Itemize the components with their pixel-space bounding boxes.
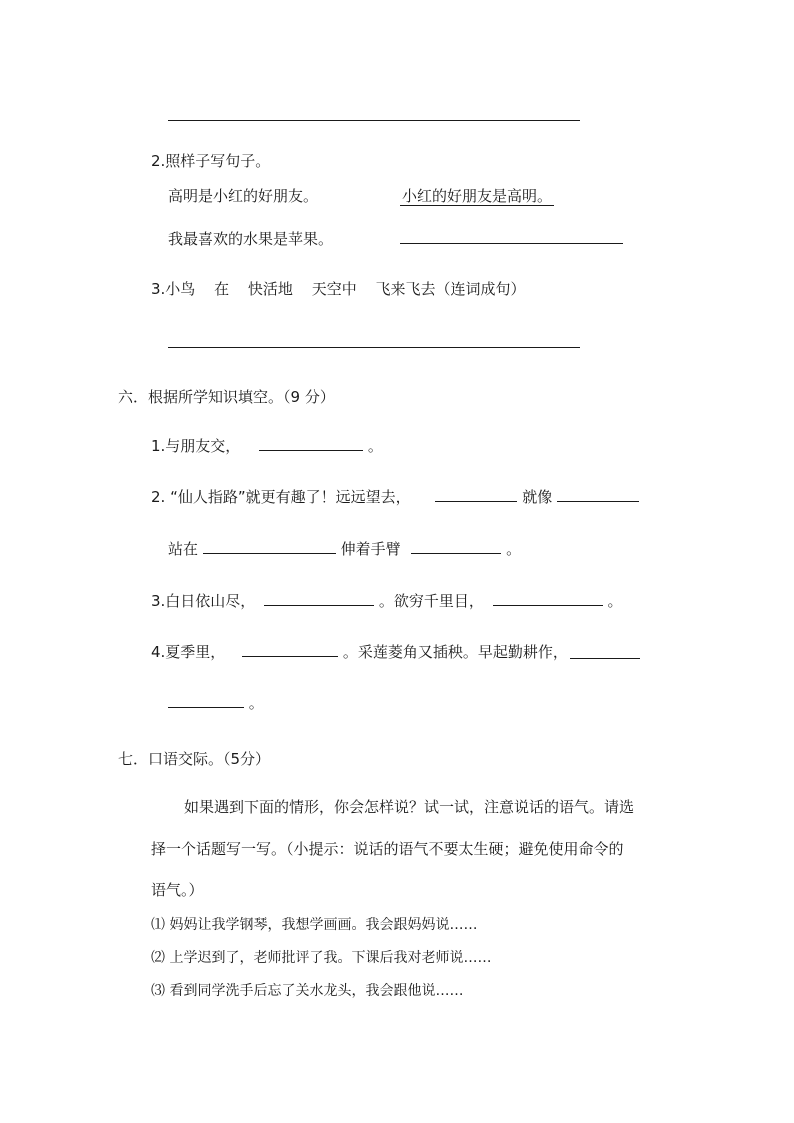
s6-item1 xyxy=(151,435,383,456)
s6-item3 xyxy=(151,590,622,611)
s6-item1-suffix: 。 xyxy=(367,437,383,455)
s6-item4-end: 。 xyxy=(248,694,264,712)
s6-item2-blank1[interactable] xyxy=(435,486,517,502)
s6-item3-mid: 。欲穷千里目， xyxy=(378,592,484,610)
s6-item3-prefix: 3.白日依山尽， xyxy=(151,592,256,610)
s7-option: ⑵ 上学迟到了，老师批评了我。下课后我对老师说…… xyxy=(151,950,492,966)
s6-item2-blank4[interactable] xyxy=(411,538,501,554)
q2-answer-line[interactable] xyxy=(400,243,623,244)
s6-item4-blank2[interactable] xyxy=(570,658,640,659)
q3-word: 在 xyxy=(214,280,230,298)
s6-item2-line2-mid: 伸着手臂 xyxy=(340,540,401,558)
s7-option: ⑴ 妈妈让我学钢琴，我想学画画。我会跟妈妈说…… xyxy=(151,917,478,933)
q3-word: 天空中 xyxy=(311,280,357,298)
s7-paragraph-line2: 择一个话题写一写。（小提示：说话的语气不要太生硬；避免使用命令的 xyxy=(151,840,624,858)
s6-item4-mid: 。采莲菱角又插秧。早起勤耕作， xyxy=(342,643,568,661)
s6-item3-suffix: 。 xyxy=(607,592,623,610)
answer-line-top[interactable] xyxy=(168,120,580,121)
s6-item4-blank1[interactable] xyxy=(242,641,338,657)
s6-item1-blank[interactable] xyxy=(259,435,363,451)
s6-item4-blank3[interactable] xyxy=(168,692,244,708)
s6-item1-prefix: 1.与朋友交， xyxy=(151,437,241,455)
s6-item2-line2-prefix: 站在 xyxy=(168,540,199,558)
q3-answer-line[interactable] xyxy=(168,347,580,348)
s6-item4 xyxy=(151,641,568,662)
s6-item2 xyxy=(151,486,639,507)
s6-item2-prefix: 2. “仙人指路”就更有趣了！远远望去， xyxy=(151,488,411,506)
s7-paragraph-line3: 语气。） xyxy=(151,881,204,899)
s6-item3-blank2[interactable] xyxy=(493,590,603,606)
q3-words xyxy=(151,278,526,299)
s6-item3-blank1[interactable] xyxy=(264,590,374,606)
s6-item4-line2 xyxy=(168,692,264,713)
s6-item2-blank2[interactable] xyxy=(557,486,639,502)
q2-title: 2.照样子写句子。 xyxy=(151,152,271,170)
q2-example-left: 高明是小红的好朋友。 xyxy=(168,187,319,205)
q2-example-right xyxy=(400,185,554,206)
q3-word: 飞来飞去（连词成句） xyxy=(375,280,526,298)
q2-task: 我最喜欢的水果是苹果。 xyxy=(168,230,334,248)
s6-item2-blank3[interactable] xyxy=(203,538,336,554)
q2-example-right-text: 小红的好朋友是高明。 xyxy=(402,187,553,205)
s6-item2-line2 xyxy=(168,538,521,559)
s6-item2-line2-suffix: 。 xyxy=(506,540,522,558)
q3-word: 3.小鸟 xyxy=(151,280,196,298)
s7-paragraph-line1: 如果遇到下面的情形，你会怎样说？试一试，注意说话的语气。请选 xyxy=(184,798,635,816)
s6-item2-mid: 就像 xyxy=(522,488,553,506)
section7-title: 七．口语交际。（5分） xyxy=(118,750,271,768)
section6-title: 六．根据所学知识填空。（9 分） xyxy=(118,388,335,406)
s6-item4-prefix: 4.夏季里， xyxy=(151,643,226,661)
q3-word: 快活地 xyxy=(247,280,293,298)
s7-option: ⑶ 看到同学洗手后忘了关水龙头，我会跟他说…… xyxy=(151,983,464,999)
